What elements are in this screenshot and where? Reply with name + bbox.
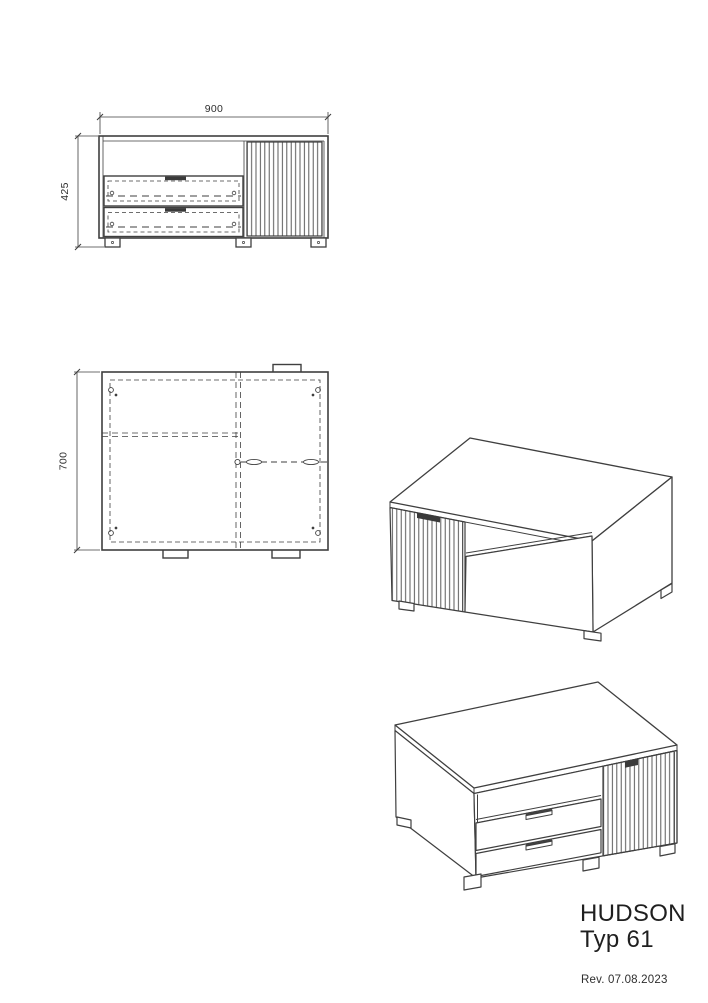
front-feet [105,238,326,247]
drawer-2-handle [165,208,186,212]
width-dimension [97,103,331,134]
top-view-drawing [58,365,329,559]
product-type: Typ 61 [580,926,654,953]
depth-dimension-label: 700 [57,451,70,471]
drawer-1-handle [165,177,186,181]
title-block [580,901,700,953]
front-view-drawing [59,103,331,250]
front-slat-door [247,142,322,236]
top-view-body [102,372,328,550]
iso-b-slat-door [603,751,677,856]
height-dimension [59,133,104,250]
front-drawer-1 [104,176,243,206]
iso-a-slat-door [390,508,465,613]
product-name: HUDSON [580,900,686,927]
iso-view-shelf-drawing [390,438,672,641]
depth-dimension [58,369,101,553]
width-dimension-label: 900 [204,103,224,115]
revision-date: Rev. 07.08.2023 [581,974,668,986]
front-drawer-2 [104,208,243,237]
iso-a-shelf-niche [465,533,593,633]
iso-view-drawers-drawing [395,682,677,890]
height-dimension-label: 425 [59,182,71,201]
